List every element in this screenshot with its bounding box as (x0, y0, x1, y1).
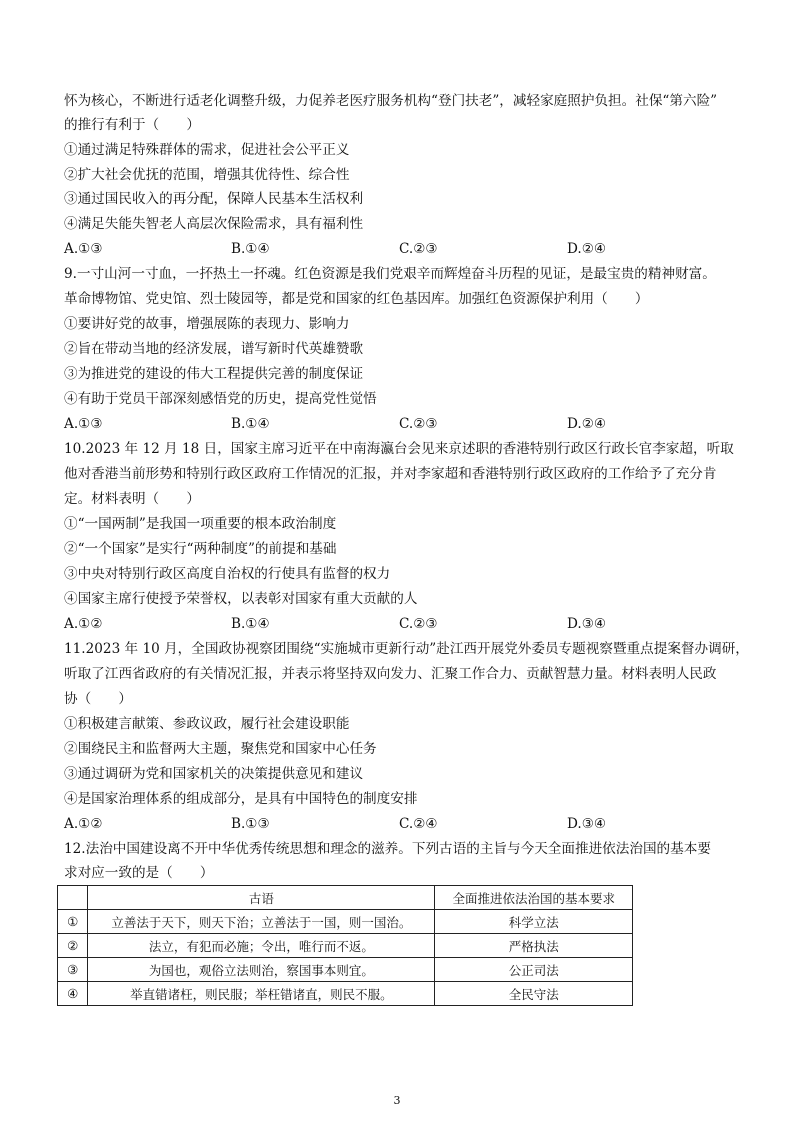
option-statement: ②旨在带动当地的经济发展，谱写新时代英雄赞歌 (64, 341, 364, 357)
answer-choices (64, 615, 744, 633)
ancient-sayings-table (57, 885, 633, 1006)
row-requirement: 全民守法 (435, 982, 633, 1006)
row-index: ① (58, 910, 88, 934)
question-11-stem: 11.2023 年 10 月，全国政协视察团围绕“实施城市更新行动”赴江西开展党外委员专题视察暨重点提案督办调研， (64, 641, 749, 657)
row-saying: 举直错诸枉，则民服；举枉错诸直，则民不服。 (88, 982, 435, 1006)
choice-d: D.②④ (567, 416, 607, 432)
paragraph-line: 的推行有利于（ ） (64, 117, 200, 133)
table-row (58, 958, 633, 982)
table-row (58, 934, 633, 958)
choice-c: C.②③ (399, 416, 438, 432)
option-statement: ①要讲好党的故事，增强展陈的表现力、影响力 (64, 316, 350, 332)
option-statement: ④满足失能失智老人高层次保险需求，具有福利性 (64, 216, 364, 232)
row-saying: 法立，有犯而必施；令出，唯行而不返。 (88, 934, 435, 958)
option-statement: ④国家主席行使授予荣誉权，以表彰对国家有重大贡献的人 (64, 591, 418, 607)
choice-a: A.①② (64, 816, 103, 832)
question-10-stem: 10.2023 年 12 月 18 日，国家主席习近平在中南海瀛台会见来京述职的香港特别行政区行政长官李家超，听取 (64, 441, 734, 457)
choice-a: A.①② (64, 616, 103, 632)
option-statement: ④是国家治理体系的组成部分，是具有中国特色的制度安排 (64, 791, 418, 807)
choice-d: D.②④ (567, 241, 607, 257)
table-row (58, 982, 633, 1006)
header-cell-saying: 古语 (88, 886, 435, 910)
answer-choices (64, 240, 744, 258)
option-statement: ③为推进党的建设的伟大工程提供完善的制度保证 (64, 366, 364, 382)
option-statement: ②围绕民主和监督两大主题，聚焦党和国家中心任务 (64, 741, 377, 757)
row-saying: 立善法于天下，则天下治；立善法于一国，则一国治。 (88, 910, 435, 934)
row-index: ② (58, 934, 88, 958)
choice-b: B.①③ (231, 816, 270, 832)
option-statement: ③通过调研为党和国家机关的决策提供意见和建议 (64, 766, 364, 782)
choice-c: C.②③ (399, 241, 438, 257)
choice-c: C.②④ (399, 816, 438, 832)
row-requirement: 科学立法 (435, 910, 633, 934)
choice-b: B.①④ (231, 241, 270, 257)
option-statement: ①“一国两制”是我国一项重要的根本政治制度 (64, 516, 337, 532)
table-row (58, 910, 633, 934)
answer-choices (64, 815, 744, 833)
question-9-stem: 革命博物馆、党史馆、烈士陵园等，都是党和国家的红色基因库。加强红色资源保护利用（ ） (64, 291, 649, 307)
header-cell-requirement: 全面推进依法治国的基本要求 (435, 886, 633, 910)
choice-b: B.①④ (231, 616, 270, 632)
option-statement: ②“一个国家”是实行“两种制度”的前提和基础 (64, 541, 337, 557)
paragraph-line: 怀为核心，不断进行适老化调整升级，力促养老医疗服务机构“登门扶老”，减轻家庭照护负担。社保“第六险” (64, 93, 718, 109)
option-statement: ③中央对特别行政区高度自治权的行使具有监督的权力 (64, 566, 391, 582)
choice-a: A.①③ (64, 241, 103, 257)
choice-b: B.①④ (231, 416, 270, 432)
question-9-stem: 9.一寸山河一寸血，一抔热土一抔魂。红色资源是我们党艰辛而辉煌奋斗历程的见证，是最宝贵的精神财富。 (64, 266, 716, 282)
row-index: ③ (58, 958, 88, 982)
row-requirement: 公正司法 (435, 958, 633, 982)
choice-d: D.③④ (567, 616, 607, 632)
option-statement: ③通过国民收入的再分配，保障人民基本生活权利 (64, 191, 364, 207)
option-statement: ①积极建言献策、参政议政，履行社会建设职能 (64, 716, 350, 732)
option-statement: ②扩大社会优抚的范围，增强其优待性、综合性 (64, 167, 350, 183)
answer-choices (64, 415, 744, 433)
row-requirement: 严格执法 (435, 934, 633, 958)
option-statement: ①通过满足特殊群体的需求，促进社会公平正义 (64, 142, 350, 158)
question-10-stem: 他对香港当前形势和特别行政区政府工作情况的汇报，并对李家超和香港特别行政区政府的工作给予了充分肯 (64, 466, 717, 482)
question-12-stem: 求对应一致的是（ ） (64, 865, 214, 881)
page-number: 3 (393, 1094, 401, 1107)
choice-c: C.②③ (399, 616, 438, 632)
header-cell-index (58, 886, 88, 910)
row-index: ④ (58, 982, 88, 1006)
row-saying: 为国也，观俗立法则治，察国事本则宜。 (88, 958, 435, 982)
question-11-stem: 协（ ） (64, 691, 132, 707)
question-11-stem: 听取了江西省政府的有关情况汇报，并表示将坚持双向发力、汇聚工作合力、贡献智慧力量。材料表明人民政 (64, 666, 717, 682)
question-10-stem: 定。材料表明（ ） (64, 491, 200, 507)
option-statement: ④有助于党员干部深刻感悟党的历史，提高党性觉悟 (64, 391, 377, 407)
table-header-row (58, 886, 633, 910)
choice-d: D.③④ (567, 816, 607, 832)
choice-a: A.①③ (64, 416, 103, 432)
question-12-stem: 12.法治中国建设离不开中华优秀传统思想和理念的滋养。下列古语的主旨与今天全面推进依法治国的基本要 (64, 841, 711, 857)
